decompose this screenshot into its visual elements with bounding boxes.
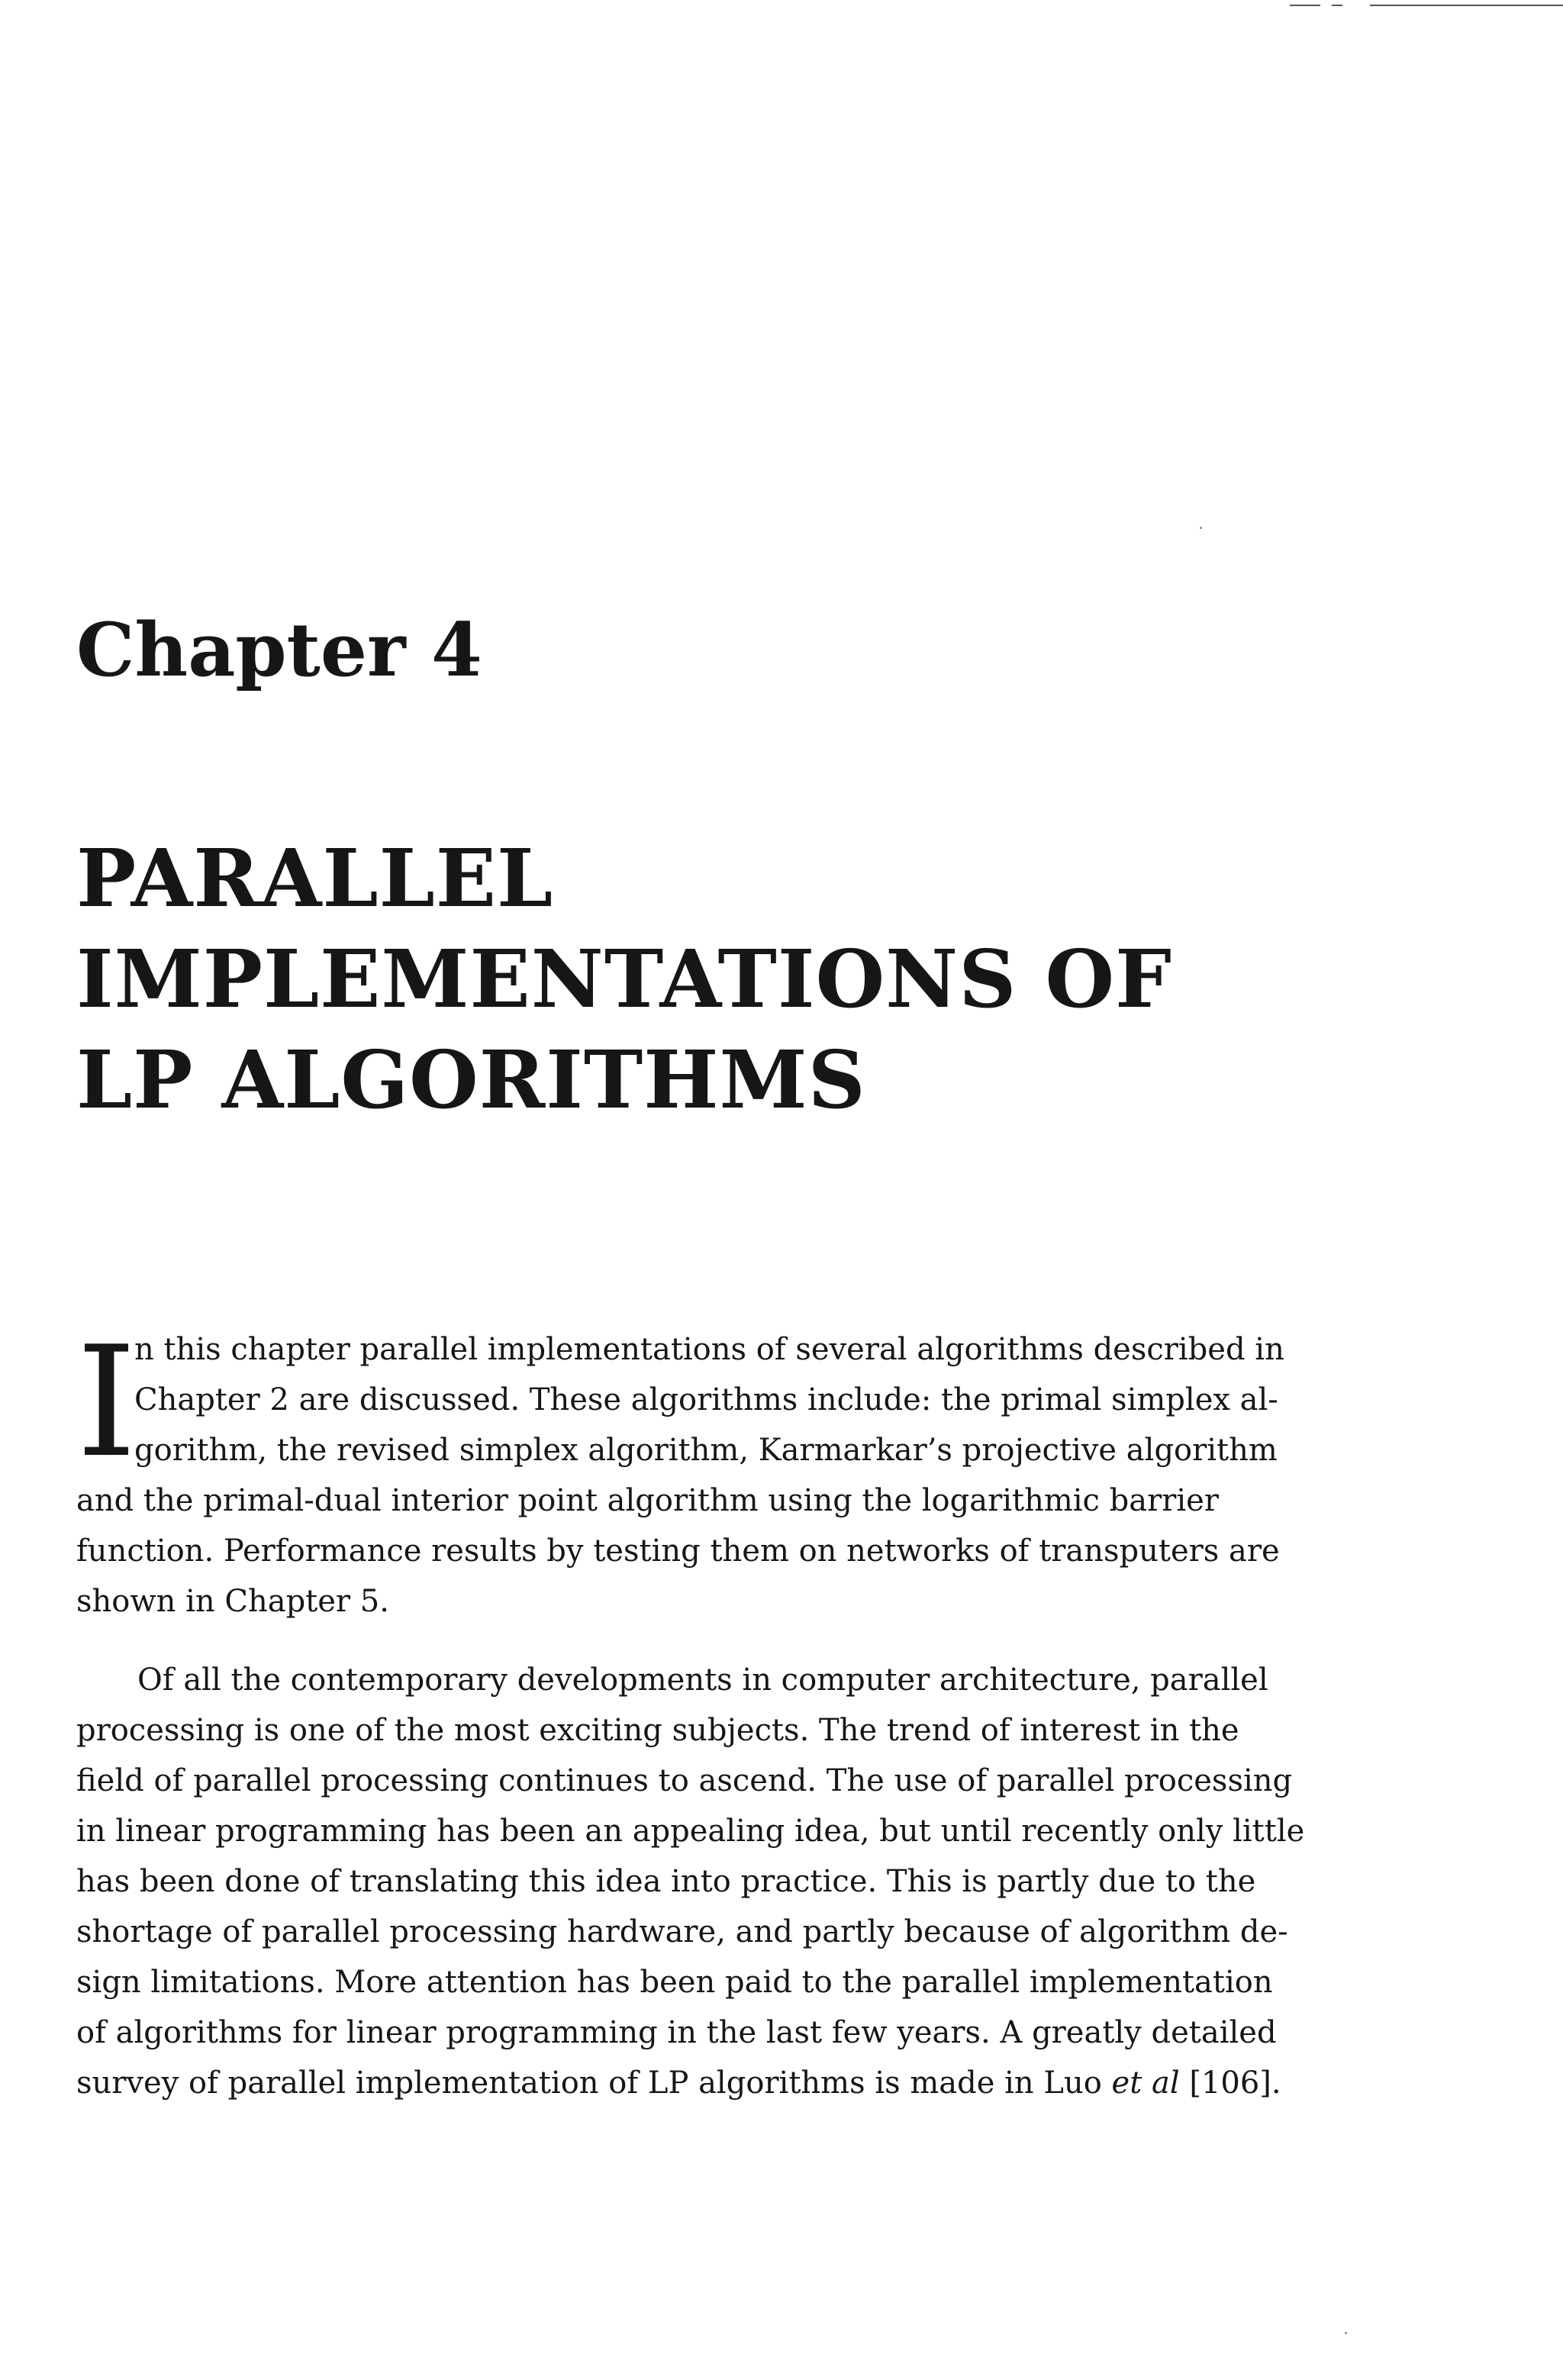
- paragraph-line: gorithm, the revised simplex algorithm, Karmarkar’s projective algorithm: [134, 1433, 1278, 1468]
- chapter-title-line: IMPLEMENTATIONS OF: [76, 932, 1172, 1026]
- paragraph-line: field of parallel processing continues to ascend. The use of parallel processing: [76, 1763, 1293, 1798]
- chapter-title-line: PARALLEL: [76, 831, 554, 925]
- scan-speck: [1345, 2332, 1347, 2334]
- top-edge-mark: [1290, 5, 1320, 6]
- chapter-title-line: LP ALGORITHMS: [76, 1033, 866, 1127]
- citation-et-al: et al: [1111, 2066, 1180, 2101]
- paragraph-line: of algorithms for linear programming in the last few years. A greatly detailed: [76, 2015, 1277, 2050]
- paragraph-line: shortage of parallel processing hardware, and partly because of algorithm de-: [76, 1914, 1288, 1949]
- paragraph-line: n this chapter parallel implementations of several algorithms described in: [134, 1332, 1284, 1367]
- chapter-title: [76, 828, 1172, 1130]
- chapter-label: Chapter 4: [76, 607, 482, 693]
- paragraph-line: Chapter 2 are discussed. These algorithms include: the primal simplex al-: [134, 1382, 1278, 1417]
- paragraph-line: function. Performance results by testing them on networks of transputers are: [76, 1533, 1280, 1569]
- citation-reference: [106].: [1179, 2066, 1281, 2101]
- paragraph-line: shown in Chapter 5.: [76, 1584, 389, 1619]
- paragraph-line: sign limitations. More attention has been paid to the parallel implementation: [76, 1965, 1273, 2000]
- paragraph-line: processing is one of the most exciting subjects. The trend of interest in the: [76, 1713, 1239, 1748]
- top-edge-mark: [1370, 5, 1563, 6]
- paragraph-line: and the primal-dual interior point algorithm using the logarithmic barrier: [76, 1483, 1219, 1518]
- body-paragraph: [76, 1655, 1395, 2108]
- scan-speck: [1200, 527, 1202, 529]
- paragraph-last-line: [76, 2058, 1395, 2108]
- paragraph-line: in linear programming has been an appealing idea, but until recently only little: [76, 1814, 1305, 1849]
- top-edge-mark: [1332, 5, 1342, 6]
- intro-paragraph: [76, 1314, 1395, 1627]
- paragraph-line: has been done of translating this idea into practice. This is partly due to the: [76, 1864, 1256, 1899]
- citation-text: survey of parallel implementation of LP algorithms is made in Luo: [76, 2066, 1112, 2101]
- paragraph-line: Of all the contemporary developments in computer architecture, parallel: [137, 1662, 1268, 1698]
- drop-cap: I: [76, 1314, 137, 1492]
